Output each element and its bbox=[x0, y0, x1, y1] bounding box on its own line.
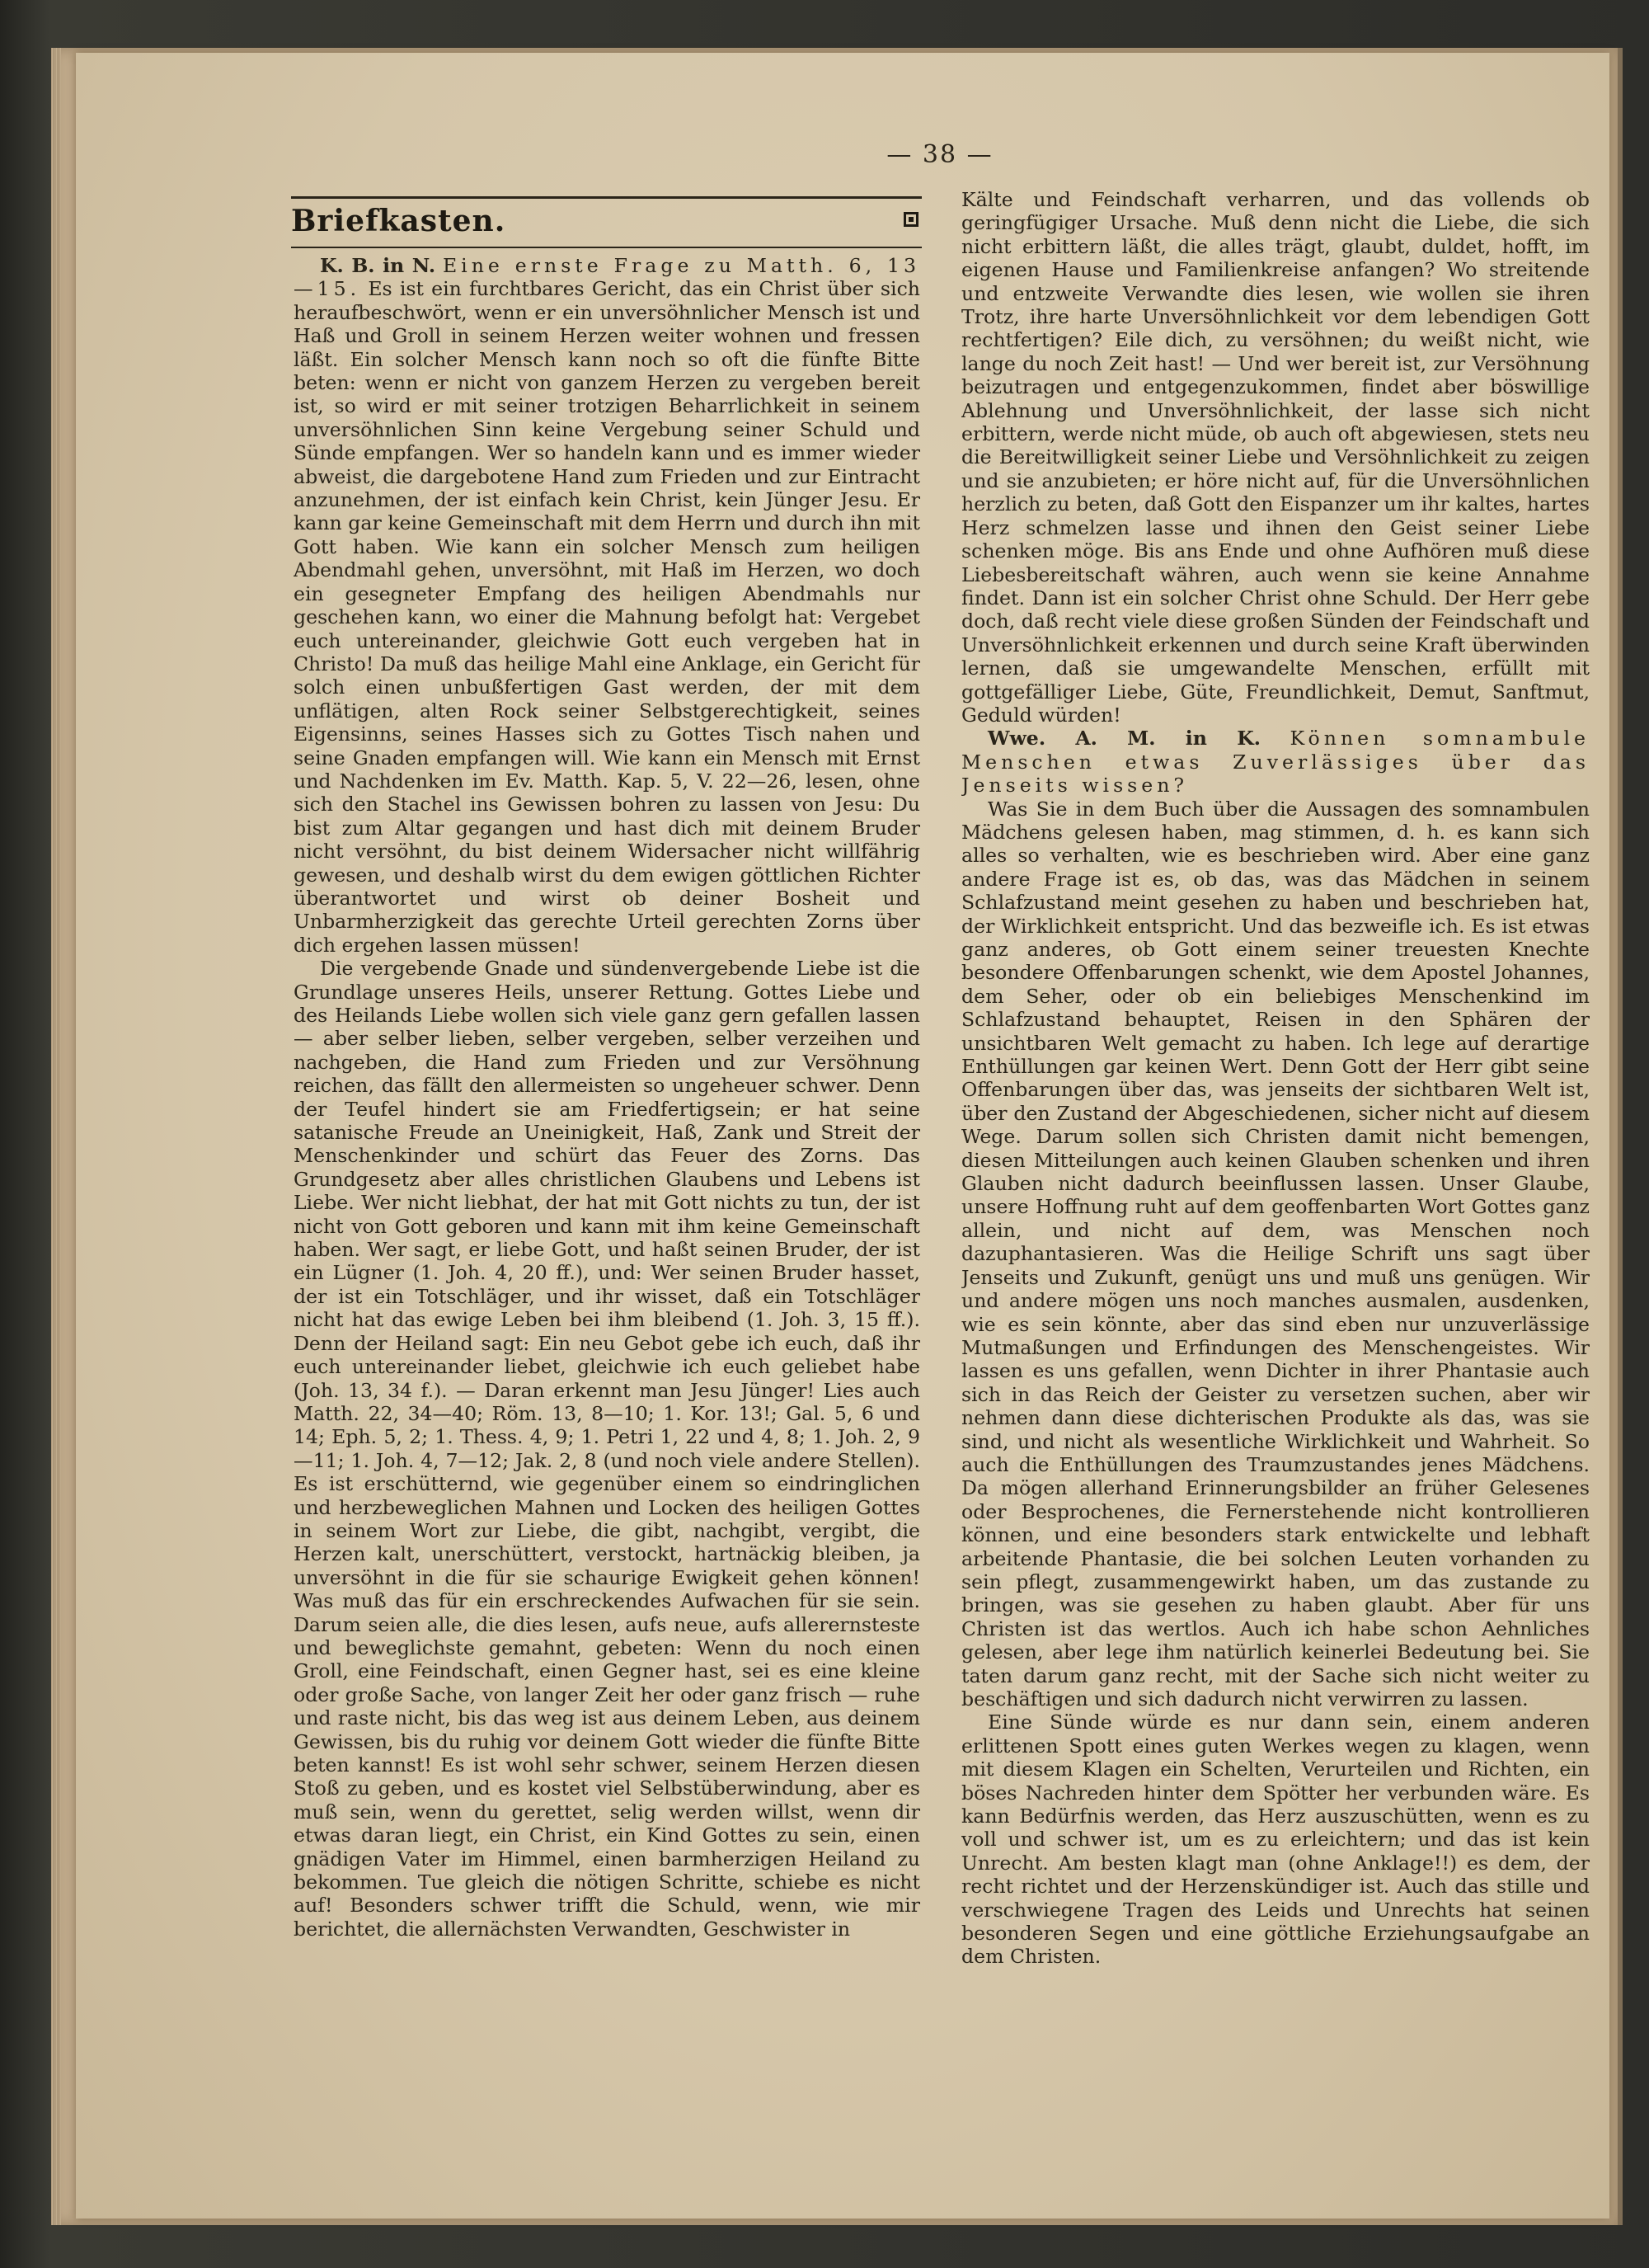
square-ornament-icon bbox=[904, 212, 918, 227]
letter-1-paragraph-3: Kälte und Feindschaft verharren, und das vollends ob geringfügiger Ursache. Muß denn nicht die Liebe, die sich nicht erbittern läßt, die alles trägt, glaubt, duldet, hofft, im eigenen Hause und Familienkreise anfangen? Wo streitende und entzweite Verwandte dies lesen, wie wollen sie ihren Trotz, ihre harte Unversöhnlichkeit vor dem lebendigen Gott rechtfertigen? Eile dich, zu versöhnen; du weißt nicht, wie lange du noch Zeit hast! — Und wer bereit ist, zur Versöhnung beizutragen und entgegenzukommen, findet aber böswillige Ablehnung und Unversöhnlichkeit, der lasse sich nicht erbittern, werde nicht müde, ob auch oft abgewiesen, stets neu die Bereitwilligkeit seiner Liebe und Versöhnlichkeit zu zeigen und sie anzubieten; er höre nicht auf, für die Unversöhnlichen herzlich zu beten, daß Gott den Eispanzer um ihr kaltes, hartes Herz schmelzen lasse und ihnen den Geist seiner Liebe schenken möge. Bis ans Ende und ohne Aufhören muß diese Liebesbereitschaft währen, auch wenn sie keine Annahme findet. Dann ist ein solcher Christ ohne Schuld. Der Herr gebe doch, daß recht viele diese großen Sünden der Feindschaft und Unversöhnlichkeit erkennen und durch seine Kraft überwinden lernen, daß sie umgewandelte Menschen, erfüllt mit gottgefälliger Liebe, Güte, Freundlichkeit, Demut, Sanftmut, Geduld würden! bbox=[961, 188, 1590, 727]
letter-1-paragraph-1: Es ist ein furchtbares Gericht, das ein Christ über sich heraufbeschwört, wenn er ein unversöhnlicher Mensch ist und Haß und Groll in seinem Herzen weiter wohnen und fressen läßt. Ein solcher Mensch kann noch so oft die fünfte Bitte beten: wenn er nicht von ganzem Herzen zu vergeben bereit ist, so wird er mit seiner trotzigen Beharrlichkeit in seinem unversöhnlichen Sinn keine Vergebung seiner Schuld und Sünde empfangen. Wer so handeln kann und es immer wieder abweist, die dargebotene Hand zum Frieden und zur Eintracht anzunehmen, der ist einfach kein Christ, kein Jünger Jesu. Er kann gar keine Gemeinschaft mit dem Herrn und durch ihn mit Gott haben. Wie kann ein solcher Mensch zum heiligen Abendmahl gehen, unversöhnt, mit Haß im Herzen, wo doch ein gesegneter Empfang des heiligen Abendmahls nur geschehen kann, wo einer die Mahnung befolgt hat: Vergebet euch untereinander, gleichwie Gott euch vergeben hat in Christo! Da muß das heilige Mahl eine Anklage, ein Gericht für solch einen unbußfertigen Gast werden, der mit dem unflätigen, alten Rock seiner Selbstgerechtigkeit, seines Eigensinns, seines Hasses sich zu Gottes Tisch nahen und seine Gnaden empfangen will. Wie kann ein Mensch mit Ernst und Nachdenken im Ev. Matth. Kap. 5, V. 22—26, lesen, ohne sich den Stachel ins Gewissen bohren zu lassen von Jesu: Du bist zum Altar gegangen und hast dich mit deinem Bruder nicht versöhnt, du bist deinem Widersacher nicht willfährig gewesen, und deshalb wirst du dem ewigen göttlichen Richter überantwortet und wirst ob deiner Bosheit und Unbarmherzigkeit das gerechte Urteil gerechten Zorns über dich ergehen lassen müssen! bbox=[294, 277, 920, 957]
section-header bbox=[291, 196, 922, 248]
letter-1-intro bbox=[294, 254, 920, 957]
left-column bbox=[294, 254, 920, 2060]
section-heading: Briefkasten. bbox=[291, 204, 506, 238]
letter-2-topic: Können somnambule Menschen etwas Zuverlässiges über das Jenseits wissen? bbox=[961, 727, 1590, 798]
letter-2-addressee: Wwe. A. M. in K. bbox=[988, 727, 1261, 751]
page-number: — 38 — bbox=[886, 140, 994, 169]
right-column bbox=[961, 188, 1590, 1969]
page-edges bbox=[51, 48, 61, 2225]
letter-2-intro bbox=[961, 727, 1590, 797]
letter-1-addressee: K. B. in N. bbox=[320, 254, 436, 277]
letter-1-paragraph-2: Die vergebende Gnade und sündenvergebende Liebe ist die Grundlage unseres Heils, unserer Rettung. Gottes Liebe und des Heilands Liebe wollen sich viele ganz gern gefallen lassen — aber selber lieben, selber vergeben, selber verzeihen und nachgeben, die Hand zum Frieden und zur Versöhnung reichen, das fällt den allermeisten so ungeheuer schwer. Denn der Teufel hindert sie am Friedfertigsein; er hat seine satanische Freude an Uneinigkeit, Haß, Zank und Streit der Menschenkinder und schürt das Feuer des Zorns. Das Grundgesetz aber alles christlichen Glaubens und Lebens ist Liebe. Wer nicht liebhat, der hat mit Gott nichts zu tun, der ist nicht von Gott geboren und kann mit ihm keine Gemeinschaft haben. Wer sagt, er liebe Gott, und haßt seinen Bruder, der ist ein Lügner (1. Joh. 4, 20 ff.), und: Wer seinen Bruder hasset, der ist ein Totschläger, und ihr wisset, daß ein Totschläger nicht hat das ewige Leben bei ihm bleibend (1. Joh. 3, 15 ff.). Denn der Heiland sagt: Ein neu Gebot gebe ich euch, daß ihr euch untereinander liebet, gleichwie ich euch geliebet habe (Joh. 13, 34 f.). — Daran erkennt man Jesu Jünger! Lies auch Matth. 22, 34—40; Röm. 13, 8—10; 1. Kor. 13!; Gal. 5, 6 und 14; Eph. 5, 2; 1. Thess. 4, 9; 1. Petri 1, 22 und 4, 8; 1. Joh. 2, 9—11; 1. Joh. 4, 7—12; Jak. 2, 8 (und noch viele andere Stellen). Es ist erschütternd, wie gegenüber einem so eindringlichen und herzbeweglichen Mahnen und Locken des heiligen Gottes in seinem Wort zur Liebe, die gibt, nachgibt, vergibt, die Herzen kalt, unerschüttert, verstockt, hartnäckig bleiben, ja unversöhnt in die für sie schaurige Ewigkeit gehen können! Was muß das für ein erschreckendes Aufwachen für sie sein. Darum seien alle, die dies lesen, aufs neue, aufs allerernsteste und beweglichste gemahnt, gebeten: Wenn du noch einen Groll, eine Feindschaft, einen Gegner hast, sei es eine kleine oder große Sache, von langer Zeit her oder ganz frisch — ruhe und raste nicht, bis das weg ist aus deinem Leben, aus deinem Gewissen, bis du ruhig vor deinem Gott wieder die fünfte Bitte beten kannst! Es ist wohl sehr schwer, seinem Herzen diesen Stoß zu geben, und es kostet viel Selbstüberwindung, aber es muß sein, wenn du gerettet, selig werden willst, wenn dir etwas daran liegt, ein Christ, ein Kind Gottes zu sein, einen gnädigen Vater im Himmel, einen barmherzigen Heiland zu bekommen. Tue gleich die nötigen Schritte, schiebe es nicht auf! Besonders schwer trifft die Schuld, wenn, wie mir berichtet, die allernächsten Verwandten, Geschwister in bbox=[294, 957, 920, 1941]
letter-2-paragraph-2: Eine Sünde würde es nur dann sein, einem anderen erlittenen Spott eines guten Werkes wegen zu klagen, wenn mit diesem Klagen ein Schelten, Verurteilen und Richten, ein böses Nachreden hinter dem Spötter her verbunden wäre. Es kann Bedürfnis werden, das Herz auszuschütten, wenn es zu voll und schwer ist, um es zu erleichtern; und das ist kein Unrecht. Am besten klagt man (ohne Anklage!!) es dem, der recht richtet und der Herzenskündiger ist. Auch das stille und verschwiegene Tragen des Leids und Unrechts hat seinen besonderen Segen und eine göttliche Erziehungsaufgabe an dem Christen. bbox=[961, 1710, 1590, 1969]
letter-2-paragraph-1: Was Sie in dem Buch über die Aussagen des somnambulen Mädchens gelesen haben, mag stimmen, d. h. es kann sich alles so verhalten, wie es beschrieben wird. Aber eine ganz andere Frage ist es, ob das, was das Mädchen in seinem Schlafzustand meint gesehen zu haben und beschrieben hat, der Wirklichkeit entspricht. Und das bezweifle ich. Es ist etwas ganz anderes, ob Gott einem seiner treuesten Knechte besondere Offenbarungen schenkt, wie dem Apostel Johannes, dem Seher, oder ob ein beliebiges Menschenkind im Schlafzustand behauptet, Reisen in den Sphären der unsichtbaren Welt gemacht zu haben. Ich lege auf derartige Enthüllungen gar keinen Wert. Denn Gott der Herr gibt seine Offenbarungen über das, was jenseits der sichtbaren Welt ist, über den Zustand der Abgeschiedenen, sicher nicht auf diesem Wege. Darum sollen sich Christen damit nicht bemengen, diesen Mitteilungen auch keinen Glauben schenken und ihren Glauben nicht dadurch beeinflussen lassen. Unser Glaube, unsere Hoffnung ruht auf dem geoffenbarten Wort Gottes ganz allein, und nicht auf dem, was Menschen noch dazuphantasieren. Was die Heilige Schrift uns sagt über Jenseits und Zukunft, genügt uns und muß uns genügen. Wir und andere mögen uns noch manches ausmalen, ausdenken, wie es sein könnte, aber das sind eben nur unzuverlässige Mutmaßungen und Erfindungen des Menschengeistes. Wir lassen es uns gefallen, wenn Dichter in ihrer Phantasie auch sich in das Reich der Geister zu versetzen suchen, aber wir nehmen dann diese dichterischen Produkte als das, was sie sind, und nicht als wesentliche Wirklichkeit und Wahrheit. So auch die Enthüllungen des Traumzustandes jenes Mädchens. Da mögen allerhand Erinnerungsbilder an früher Gelesenes oder Besprochenes, die Fernerstehende nicht kontrollieren können, und eine besonders stark entwickelte und lebhaft arbeitende Phantasie, die bei solchen Leuten vorhanden zu sein pflegt, zusammengewirkt haben, um das zustande zu bringen, was sie gesehen zu haben glaubt. Aber für uns Christen ist das wertlos. Auch ich habe schon Aehnliches gelesen, aber lege ihm natürlich keinerlei Bedeutung bei. Sie taten darum ganz recht, mit der Sache sich nicht weiter zu beschäftigen und sich dadurch nicht verwirren zu lassen. bbox=[961, 797, 1590, 1710]
letter-1-topic: Eine ernste Frage zu Matth. 6, 13—15. bbox=[294, 254, 920, 301]
